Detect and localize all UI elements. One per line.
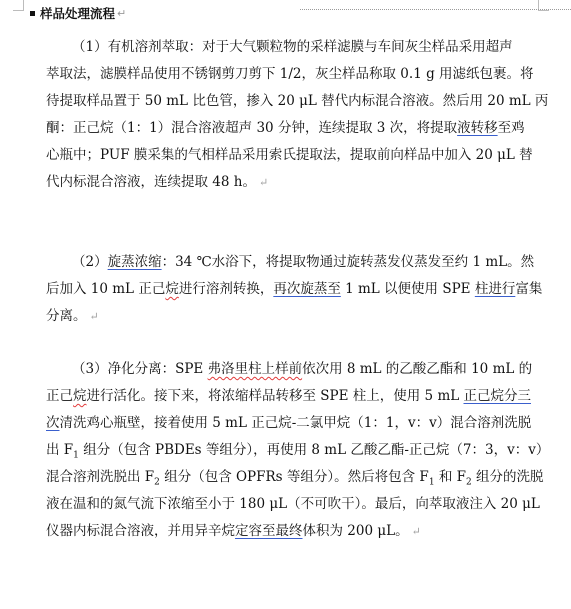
text-span: （2） bbox=[72, 254, 108, 270]
text-span: 组分的洗脱 bbox=[471, 469, 544, 485]
grammar-underline[interactable]: 液转移 bbox=[457, 120, 498, 136]
paragraph-mark-icon: ↵ bbox=[411, 525, 421, 538]
text-span: 混合溶剂洗脱出 F bbox=[46, 469, 155, 485]
spelling-underline[interactable]: 烷 bbox=[165, 281, 179, 297]
paragraph-mark-icon: ↵ bbox=[89, 310, 99, 323]
grammar-underline[interactable]: 次 bbox=[46, 415, 60, 431]
text-line bbox=[46, 464, 544, 491]
text-span: 至鸡 bbox=[497, 120, 525, 136]
text-span: 正己 bbox=[46, 388, 73, 404]
text-line bbox=[46, 437, 550, 464]
text-line bbox=[46, 356, 536, 383]
text-line: （1）有机溶剂萃取：对于大气颗粒物的采样滤膜与车间灰尘样品采用超声 bbox=[72, 39, 513, 55]
text-span: 体积为 200 μL。 bbox=[302, 523, 409, 539]
heading-text: 样品处理流程 bbox=[40, 6, 116, 21]
text-span: ：34 ℃水浴下，将提取物通过旋转蒸发仪蒸发至约 1 mL。然 bbox=[161, 254, 535, 270]
paragraph-3 bbox=[46, 356, 550, 545]
text-line: 液在温和的氮气流下浓缩至小于 180 μL（不可吹干）。最后，向萃取液注入 20 μL bbox=[46, 496, 540, 512]
paragraph-mark-icon: ↵ bbox=[117, 6, 127, 20]
text-span: 进行溶剂转换， bbox=[178, 281, 274, 297]
spelling-underline[interactable]: 弗洛里柱上样前 bbox=[207, 361, 303, 377]
text-span: 和 F bbox=[434, 469, 466, 485]
text-span: 进行活化。接下来，将浓缩样品转移至 SPE 柱上，使用 5 mL bbox=[86, 388, 464, 404]
text-span: 酮：正己烷（1：1）混合溶液超声 30 分钟，连续提取 3 次，将提取 bbox=[46, 120, 458, 136]
text-span: （3）净化分离：SPE bbox=[72, 361, 208, 377]
text-line: 心瓶中；PUF 膜采集的气相样品采用索氏提取法，提取前向样品中加入 20 μL 替 bbox=[46, 147, 533, 163]
grammar-underline[interactable]: 再次旋蒸至 bbox=[273, 281, 341, 297]
text-line bbox=[46, 169, 536, 196]
text-line bbox=[46, 518, 536, 545]
dotted-rule bbox=[300, 9, 571, 10]
text-span: 分离。 bbox=[46, 308, 87, 324]
subscript: 1 bbox=[73, 450, 79, 461]
text-span: 依次用 8 mL 的乙酸乙酯和 10 mL 的 bbox=[302, 361, 533, 377]
subscript: 1 bbox=[428, 477, 435, 488]
paragraph-2 bbox=[46, 249, 543, 330]
page-corner-left bbox=[13, 0, 24, 11]
grammar-underline[interactable]: 正己烷分三 bbox=[463, 388, 531, 404]
section-heading bbox=[30, 3, 126, 23]
text-line: 萃取法，滤膜样品使用不锈钢剪刀剪下 1/2，灰尘样品称取 0.1 g 用滤纸包裹。将 bbox=[46, 66, 534, 82]
text-line bbox=[46, 249, 536, 276]
text-line: 待提取样品置于 50 mL 比色管，掺入 20 μL 替代内标混合溶液。然后用 20 mL 丙 bbox=[46, 93, 549, 109]
text-line bbox=[46, 303, 536, 330]
text-span: 富集 bbox=[515, 281, 543, 297]
paragraph-mark-icon: ↵ bbox=[258, 176, 269, 189]
subscript: 2 bbox=[466, 477, 472, 488]
text-span: 代内标混合溶液，连续提取 48 h。 bbox=[46, 174, 256, 190]
text-line bbox=[46, 383, 536, 410]
text-line bbox=[46, 115, 536, 142]
subscript: 2 bbox=[154, 477, 160, 488]
spelling-underline[interactable]: 烷 bbox=[73, 388, 87, 404]
grammar-underline[interactable]: 柱进行 bbox=[474, 281, 516, 297]
text-span: 1 mL 以便使用 SPE bbox=[340, 281, 475, 297]
text-line bbox=[46, 410, 536, 437]
text-span: 清洗鸡心瓶壁，接着使用 5 mL 正己烷-二氯甲烷（1：1，v：v）混合溶剂洗脱 bbox=[59, 415, 532, 431]
text-span: 组分（包含 OPFRs 等组分）。然后将包含 F bbox=[159, 469, 429, 485]
text-span: 仪器内标混合溶液，并用异辛烷 bbox=[46, 523, 235, 539]
text-span: 后加入 10 mL 正己 bbox=[46, 281, 166, 297]
grammar-underline[interactable]: 定容至最终 bbox=[235, 523, 303, 539]
text-span: 出 F bbox=[46, 442, 74, 458]
grammar-underline[interactable]: 旋蒸浓缩 bbox=[107, 254, 162, 270]
paragraph-1 bbox=[46, 34, 549, 196]
bullet-icon bbox=[30, 11, 35, 16]
text-span: 组分（包含 PBDEs 等组分），再使用 8 mL 乙酸乙酯-正己烷（7：3，v：v） bbox=[78, 442, 550, 458]
text-line bbox=[46, 276, 543, 303]
